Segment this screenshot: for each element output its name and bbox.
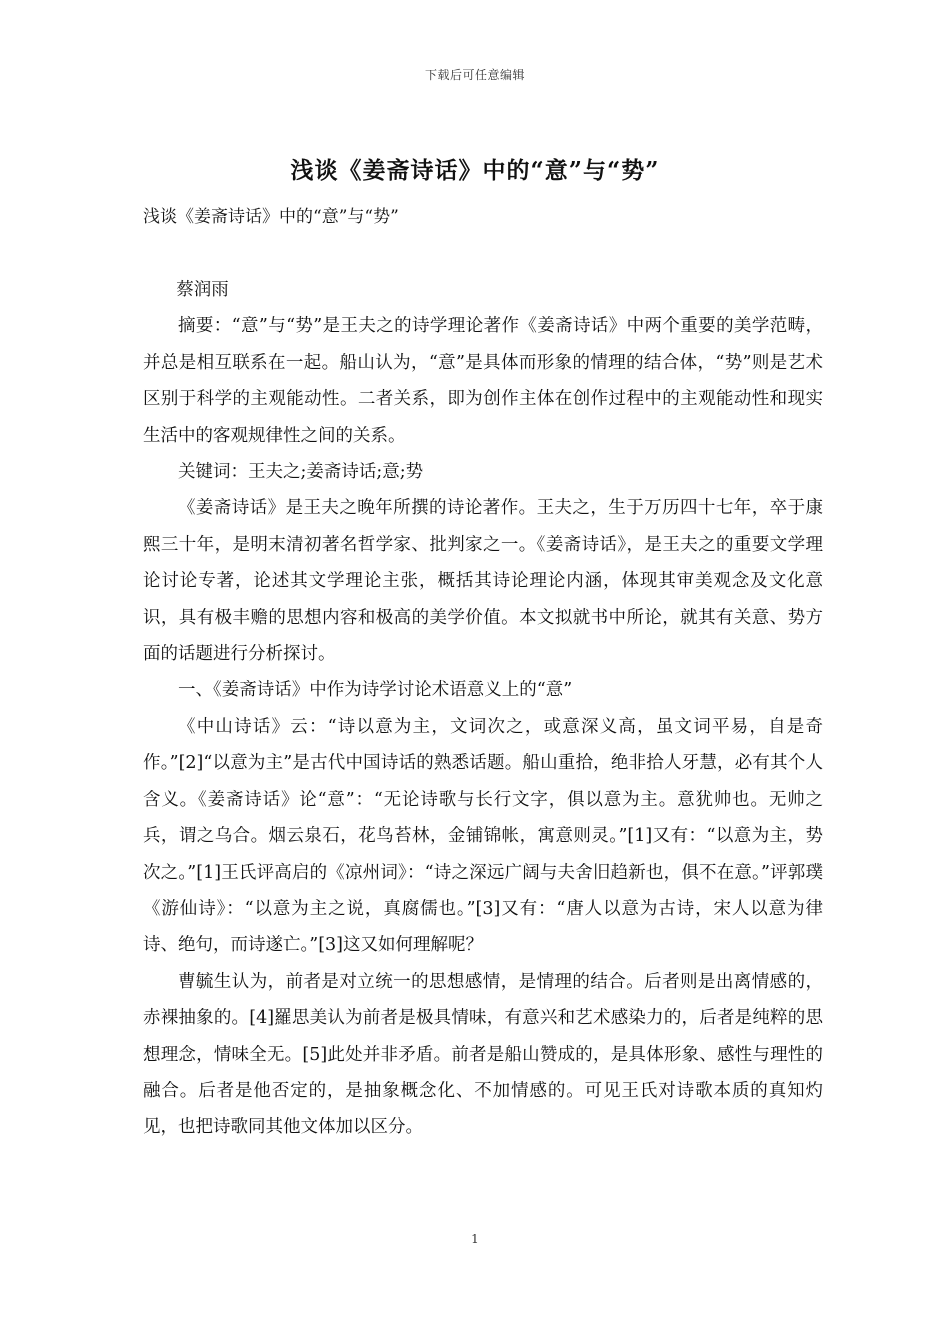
page-number: 1: [471, 1232, 479, 1246]
body-paragraph: 曹毓生认为，前者是对立统一的思想感情，是情理的结合。后者则是出离情感的，赤裸抽象的。[4]羅思美认为前者是极具情味，有意兴和艺术感染力的，后者是纯粹的思想理念，情味全无。[5]此处并非矛盾。前者是船山赞成的，是具体形象、感性与理性的融合。后者是他否定的，是抽象概念化、不加情感的。可见王氏对诗歌本质的真知灼见，也把诗歌同其他文体加以区分。: [143, 971, 823, 1138]
document-title: 浅谈《姜斋诗话》中的“意”与“势”: [290, 157, 660, 184]
body-paragraph: 《姜斋诗话》是王夫之晚年所撰的诗论著作。王夫之，生于万历四十七年，卒于康熙三十年，是明末清初著名哲学家、批判家之一。《姜斋诗话》，是王夫之的重要文学理论讨论专著，论述其文学理论主张，概括其诗论理论内涵，体现其审美观念及文化意识，具有极丰赡的思想内容和极高的美学价值。本文拟就书中所论，就其有关意、势方面的话题进行分析探讨。: [143, 498, 823, 665]
body-paragraph: 《中山诗话》云：“诗以意为主，文词次之，或意深义高，虽文词平易，自是奇作。”[2]“以意为主”是古代中国诗话的熟悉话题。船山重拾，绝非拾人牙慧，必有其个人含义。《姜斋诗话》论“意”：“无论诗歌与长行文字，俱以意为主。意犹帅也。无帅之兵，谓之乌合。烟云泉石，花鸟苔林，金铺锦帐，寓意则灵。”[1]又有：“以意为主，势次之。”[1]王氏评高启的《凉州词》：“诗之深远广阔与夫舍旧趋新也，俱不在意。”评郭璞《游仙诗》：“以意为主之说，真腐儒也。”[3]又有：“唐人以意为古诗，宋人以意为律诗、绝句，而诗遂亡。”[3]这又如何理解呢？: [143, 716, 823, 956]
author-name: 蔡润雨: [176, 280, 229, 300]
document-body: [143, 272, 823, 1146]
header-note: 下载后可任意编辑: [424, 68, 525, 82]
keywords-line: 关键词：王夫之;姜斋诗话;意;势: [178, 462, 424, 483]
section-heading: 一、《姜斋诗话》中作为诗学讨论术语意义上的“意”: [178, 680, 573, 701]
abstract-paragraph: 摘要：“意”与“势”是王夫之的诗学理论著作《姜斋诗话》中两个重要的美学范畴，并总是相互联系在一起。船山认为，“意”是具体而形象的情理的结合体，“势”则是艺术区别于科学的主观能动性。二者关系，即为创作主体在创作过程中的主观能动性和现实生活中的客观规律性之间的关系。: [143, 316, 823, 446]
document-subtitle: 浅谈《姜斋诗话》中的“意”与“势”: [143, 207, 399, 227]
